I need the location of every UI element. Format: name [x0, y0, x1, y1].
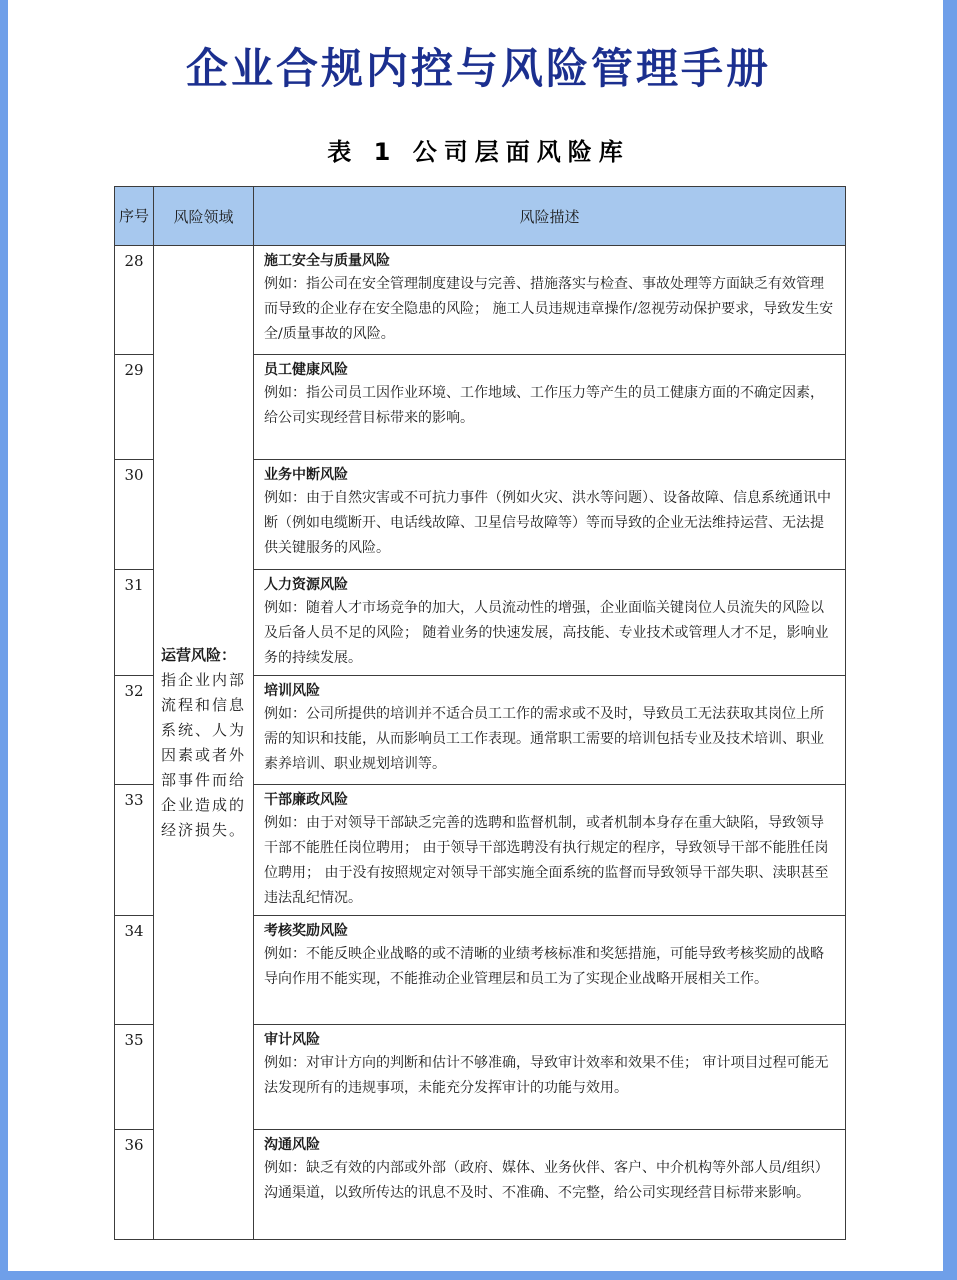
row-number: 30 [115, 460, 154, 570]
risk-text: 例如：不能反映企业战略的或不清晰的业绩考核标准和奖惩措施，可能导致考核奖励的战略导向作用不能实现，不能推动企业管理层和员工为了实现企业战略开展相关工作。 [264, 946, 824, 987]
risk-name: 施工安全与质量风险 [264, 253, 390, 269]
table-title: 表 1 公司层面风险库 [327, 138, 630, 166]
header-seq: 序号 [115, 187, 154, 246]
row-number: 33 [115, 785, 154, 916]
risk-name: 审计风险 [264, 1032, 320, 1048]
risk-name: 沟通风险 [264, 1137, 320, 1153]
risk-text: 例如：指公司员工因作业环境、工作地域、工作压力等产生的员工健康方面的不确定因素，给公司实现经营目标带来的影响。 [264, 385, 824, 426]
risk-description-cell [254, 676, 846, 785]
risk-description-cell [254, 460, 846, 570]
row-number: 29 [115, 355, 154, 460]
risk-text: 例如：由于自然灾害或不可抗力事件（例如火灾、洪水等问题）、设备故障、信息系统通讯中断（例如电缆断开、电话线故障、卫星信号故障等）等而导致的企业无法维持运营、无法提供关键服务的风险。 [264, 490, 831, 556]
row-number: 28 [115, 246, 154, 355]
risk-domain-description: 指企业内部流程和信息系统、人为因素或者外部事件而给企业造成的经济损失。 [161, 671, 247, 839]
table-header-row [115, 187, 846, 246]
risk-name: 干部廉政风险 [264, 792, 348, 808]
risk-description-cell [254, 916, 846, 1025]
row-number: 35 [115, 1025, 154, 1130]
page-title: 企业合规内控与风险管理手册 [185, 44, 771, 93]
risk-description-cell [254, 246, 846, 355]
risk-description-cell [254, 570, 846, 676]
risk-domain-title: 运营风险： [161, 646, 237, 664]
row-number: 32 [115, 676, 154, 785]
risk-text: 例如：对审计方向的判断和估计不够准确，导致审计效率和效果不佳； 审计项目过程可能无法发现所有的违规事项，未能充分发挥审计的功能与效用。 [264, 1055, 829, 1096]
risk-text: 例如：缺乏有效的内部或外部（政府、媒体、业务伙伴、客户、中介机构等外部人员/组织）沟通渠道，以致所传达的讯息不及时、不准确、不完整，给公司实现经营目标带来影响。 [264, 1160, 829, 1201]
risk-name: 员工健康风险 [264, 362, 348, 378]
row-number: 34 [115, 916, 154, 1025]
row-number: 31 [115, 570, 154, 676]
header-domain: 风险领域 [154, 187, 254, 246]
risk-name: 业务中断风险 [264, 467, 348, 483]
risk-text: 例如：公司所提供的培训并不适合员工工作的需求或不及时，导致员工无法获取其岗位上所需的知识和技能，从而影响员工工作表现。通常职工需要的培训包括专业及技术培训、职业素养培训、职业规划培训等。 [264, 706, 824, 772]
risk-description-cell [254, 1025, 846, 1130]
risk-description-cell [254, 1130, 846, 1240]
risk-domain-cell [154, 246, 254, 1240]
table-row [115, 246, 846, 355]
risk-description-cell [254, 355, 846, 460]
header-desc: 风险描述 [254, 187, 846, 246]
row-number: 36 [115, 1130, 154, 1240]
risk-text: 例如：指公司在安全管理制度建设与完善、措施落实与检查、事故处理等方面缺乏有效管理而导致的企业存在安全隐患的风险； 施工人员违规违章操作/忽视劳动保护要求，导致发生安全/质量事故的风险。 [264, 276, 834, 342]
risk-text: 例如：由于对领导干部缺乏完善的选聘和监督机制，或者机制本身存在重大缺陷，导致领导干部不能胜任岗位聘用； 由于领导干部选聘没有执行规定的程序，导致领导干部不能胜任岗位聘用； 由于没有按照规定对领导干部实施全面系统的监督而导致领导干部失职、渎职甚至违法乱纪情况。 [264, 815, 829, 906]
risk-text: 例如：随着人才市场竞争的加大，人员流动性的增强，企业面临关键岗位人员流失的风险以及后备人员不足的风险； 随着业务的快速发展，高技能、专业技术或管理人才不足，影响业务的持续发展。 [264, 600, 829, 666]
risk-name: 人力资源风险 [264, 577, 348, 593]
risk-table [114, 186, 846, 1240]
risk-name: 培训风险 [264, 683, 320, 699]
risk-description-cell [254, 785, 846, 916]
risk-name: 考核奖励风险 [264, 923, 348, 939]
